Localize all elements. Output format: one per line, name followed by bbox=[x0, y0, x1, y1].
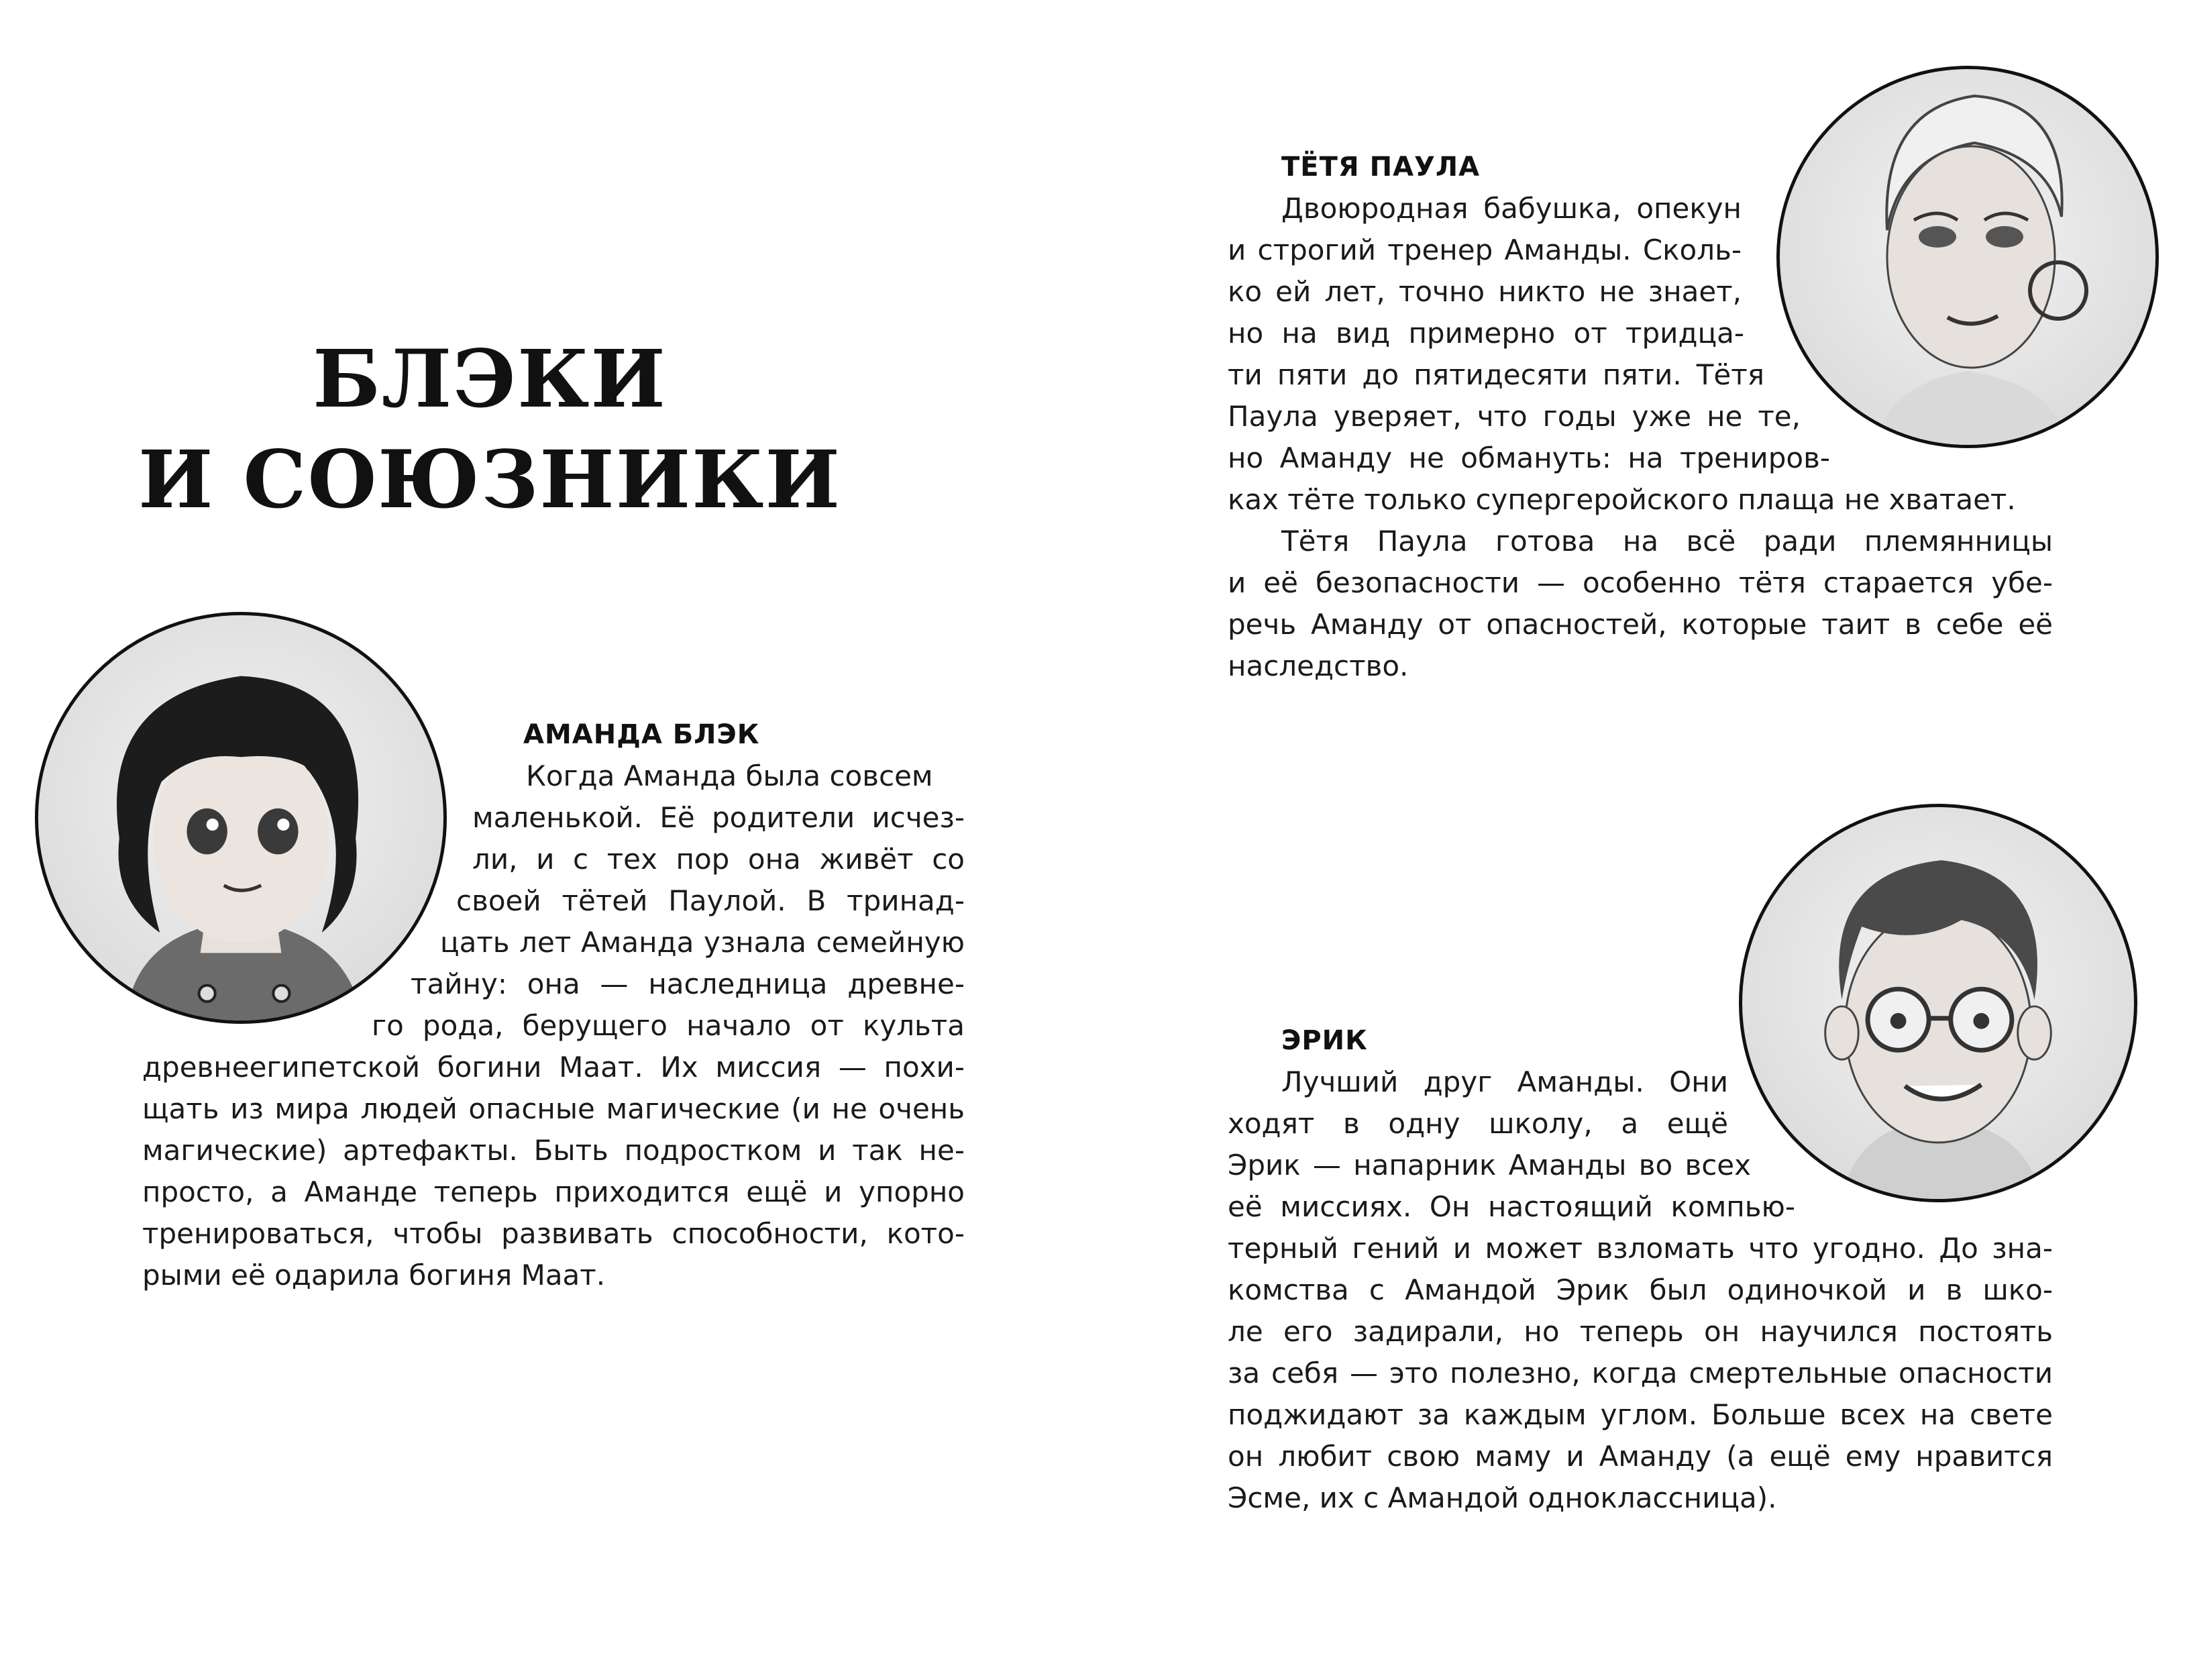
bio-line: Эсме, их с Амандой одноклассница). bbox=[1228, 1481, 1777, 1514]
erik-portrait bbox=[1739, 804, 2137, 1202]
girl-portrait-icon bbox=[38, 615, 443, 1020]
boy-portrait-icon bbox=[1742, 807, 2134, 1199]
bio-line: Двоюродная бабушка, опекун bbox=[1281, 192, 1742, 225]
bio-line: магические) артефакты. Быть подростком и так не- bbox=[142, 1134, 965, 1167]
bio-line: древнеегипетской богини Маат. Их миссия — похи- bbox=[142, 1051, 965, 1084]
bio-line: Паула уверяет, что годы уже не те, bbox=[1228, 400, 1801, 433]
amanda-portrait bbox=[35, 612, 447, 1024]
bio-line: своей тётей Паулой. В тринад- bbox=[456, 884, 965, 917]
bio-line: маленькой. Её родители исчез- bbox=[472, 801, 965, 834]
amanda-name: АМАНДА БЛЭК bbox=[523, 719, 760, 750]
bio-line: тренироваться, чтобы развивать способности, кото- bbox=[142, 1217, 965, 1250]
bio-line: Эрик — напарник Аманды во всех bbox=[1228, 1149, 1751, 1182]
bio-line: Лучший друг Аманды. Они bbox=[1281, 1065, 1728, 1098]
bio-line: поджидают за каждым углом. Больше всех на свете bbox=[1228, 1398, 2053, 1431]
bio-line: цать лет Аманда узнала семейную bbox=[440, 926, 965, 959]
paula-portrait bbox=[1776, 66, 2159, 448]
bio-line: речь Аманду от опасностей, которые таит в себе её bbox=[1228, 608, 2053, 641]
bio-line: ках тёте только супергеройского плаща не хватает. bbox=[1228, 483, 2016, 516]
woman-portrait-icon bbox=[1780, 69, 2155, 445]
bio-line: её миссиях. Он настоящий компью- bbox=[1228, 1190, 1795, 1223]
bio-line: просто, а Аманде теперь приходится ещё и упорно bbox=[142, 1175, 965, 1208]
bio-line: щать из мира людей опасные магические (и не очень bbox=[142, 1092, 965, 1125]
bio-line: за себя — это полезно, когда смертельные опасности bbox=[1228, 1357, 2053, 1389]
bio-line: Когда Аманда была совсем bbox=[526, 759, 933, 792]
bio-line: рыми её одарила богиня Маат. bbox=[142, 1259, 606, 1292]
page-title bbox=[134, 329, 845, 530]
bio-line: го рода, берущего начало от культа bbox=[372, 1009, 965, 1042]
erik-name: ЭРИК bbox=[1281, 1025, 1368, 1056]
bio-line: ко ей лет, точно никто не знает, bbox=[1228, 275, 1742, 308]
bio-line: и её безопасности — особенно тётя старается убе- bbox=[1228, 566, 2053, 599]
page-title-line-1: БЛЭКИ bbox=[313, 332, 667, 425]
bio-line: и строгий тренер Аманды. Сколь- bbox=[1228, 233, 1742, 266]
bio-line: но Аманду не обмануть: на трениров- bbox=[1228, 441, 1830, 474]
bio-line: ти пяти до пятидесяти пяти. Тётя bbox=[1228, 358, 1764, 391]
page-title-line-2: И СОЮЗНИКИ bbox=[138, 433, 842, 526]
bio-line: Тётя Паула готова на всё ради племянницы bbox=[1281, 525, 2053, 558]
bio-line: тайну: она — наследница древне- bbox=[411, 967, 965, 1000]
bio-line: ли, и с тех пор она живёт со bbox=[472, 843, 965, 876]
bio-line: комства с Амандой Эрик был одиночкой и в шко- bbox=[1228, 1273, 2053, 1306]
bio-line: но на вид примерно от тридца- bbox=[1228, 317, 1744, 350]
bio-line: наследство. bbox=[1228, 649, 1409, 682]
bio-line: ходят в одну школу, а ещё bbox=[1228, 1107, 1728, 1140]
bio-line: терный гений и может взломать что угодно. До зна- bbox=[1228, 1232, 2053, 1265]
bio-line: ле его задирали, но теперь он научился постоять bbox=[1228, 1315, 2053, 1348]
bio-line: он любит свою маму и Аманду (а ещё ему нравится bbox=[1228, 1440, 2053, 1473]
paula-name: ТЁТЯ ПАУЛА bbox=[1281, 152, 1481, 182]
